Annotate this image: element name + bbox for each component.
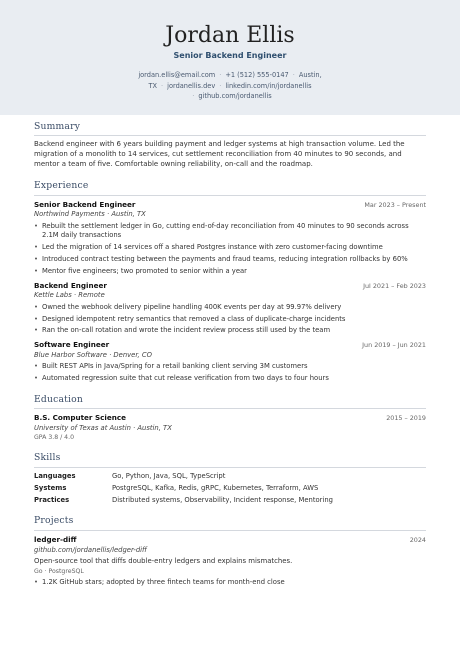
contact-location: Austin, TX	[148, 70, 322, 90]
job-title: Software Engineer	[34, 340, 110, 350]
candidate-role: Senior Backend Engineer	[173, 51, 287, 61]
job-title: Backend Engineer	[34, 280, 107, 290]
education-dates: 2015 – 2019	[386, 414, 426, 423]
project-bullets	[34, 578, 426, 588]
resume-header	[0, 0, 460, 115]
separator: ·	[292, 70, 295, 79]
job-bullets	[34, 222, 426, 277]
job-company: Blue Harbor Software · Denver, CO	[34, 350, 152, 359]
project-link[interactable]: github.com/jordanellis/ledger-diff	[34, 545, 147, 554]
section-title-skills: Skills	[34, 452, 426, 467]
job-company: Northwind Payments · Austin, TX	[34, 210, 146, 219]
resume-body	[0, 121, 460, 588]
project-name: ledger-diff	[34, 534, 77, 544]
bullet-item: • Built REST APIs in Java/Spring for a retail banking client serving 3M customers	[34, 362, 426, 372]
education-section	[34, 394, 426, 443]
section-title-education: Education	[34, 394, 426, 409]
skills-label: Systems	[34, 484, 67, 493]
separator: ·	[192, 92, 195, 101]
skills-label: Languages	[34, 471, 76, 480]
bullet-item: • Designed idempotent retry semantics that removed a class of duplicate-charge incidents	[34, 315, 426, 325]
skills-row	[34, 484, 426, 493]
bullet-item: • Owned the webhook delivery pipeline handling 400K events per day at 99.97% delivery	[34, 303, 426, 313]
contact-website[interactable]: jordanellis.dev	[167, 81, 216, 90]
job-bullets	[34, 303, 426, 337]
contact-email[interactable]: jordan.ellis@email.com	[138, 70, 216, 79]
summary-text: Backend engineer with 6 years building payment and ledger systems at high transaction volume. Led the migration of a monolith to 14 services, cut settlement reconciliation from 40 minutes to 90 seconds, and mentor a team of five. Comfortable owning reliability, on-call and the roadmap.	[34, 140, 405, 169]
separator: ·	[219, 81, 222, 90]
bullet-item: • Rebuilt the settlement ledger in Go, cutting end-of-day reconciliation from 40 minutes to 90 seconds across 2.1M daily transactions	[34, 222, 426, 242]
job-bullets	[34, 362, 426, 384]
section-title-projects: Projects	[34, 515, 426, 530]
bullet-item: • 1.2K GitHub stars; adopted by three fintech teams for month-end close	[34, 578, 426, 588]
skills-value: Go, Python, Java, SQL, TypeScript	[112, 471, 226, 480]
separator: ·	[219, 70, 222, 79]
project-description: Open-source tool that diffs double-entry ledgers and explains mismatches.	[34, 556, 293, 565]
job-dates: Jun 2019 – Jun 2021	[362, 341, 426, 350]
contact-github[interactable]: github.com/jordanellis	[198, 92, 272, 101]
summary-section	[34, 121, 426, 170]
job-entry	[34, 200, 426, 277]
skills-section	[34, 452, 426, 505]
contact-linkedin[interactable]: linkedin.com/in/jordanellis	[225, 81, 312, 90]
bullet-item: • Led the migration of 14 services off a shared Postgres instance with zero customer-facing downtime	[34, 243, 426, 253]
job-entry	[34, 281, 426, 336]
school: University of Texas at Austin · Austin, TX	[34, 423, 172, 432]
project-tags: Go · PostgreSQL	[34, 568, 84, 575]
skills-value: PostgreSQL, Kafka, Redis, gRPC, Kubernetes, Terraform, AWS	[112, 484, 319, 493]
skills-value: Distributed systems, Observability, Incident response, Mentoring	[112, 496, 333, 505]
bullet-item: • Introduced contract testing between the payments and fraud teams, reducing integration rollbacks by 60%	[34, 255, 426, 265]
section-title-experience: Experience	[34, 180, 426, 195]
contact-phone[interactable]: +1 (512) 555-0147	[225, 70, 289, 79]
projects-section	[34, 515, 426, 588]
job-dates: Mar 2023 – Present	[364, 200, 426, 209]
degree: B.S. Computer Science	[34, 413, 126, 423]
bullet-item: • Mentor five engineers; two promoted to senior within a year	[34, 267, 426, 277]
job-entry	[34, 340, 426, 384]
job-dates: Jul 2021 – Feb 2023	[363, 281, 426, 290]
separator: ·	[161, 81, 164, 90]
skills-row	[34, 496, 426, 505]
contact-line	[0, 70, 460, 102]
bullet-item: • Ran the on-call rotation and wrote the incident review process still used by the team	[34, 326, 426, 336]
bullet-item: • Automated regression suite that cut release verification from two days to four hours	[34, 374, 426, 384]
section-title-summary: Summary	[34, 121, 426, 136]
skills-row	[34, 472, 426, 481]
skills-label: Practices	[34, 496, 70, 505]
candidate-name: Jordan Ellis	[165, 23, 295, 48]
project-year: 2024	[409, 535, 426, 544]
experience-section	[34, 180, 426, 384]
job-title: Senior Backend Engineer	[34, 199, 136, 209]
job-company: Kettle Labs · Remote	[34, 291, 105, 300]
gpa: GPA 3.8 / 4.0	[34, 434, 75, 442]
